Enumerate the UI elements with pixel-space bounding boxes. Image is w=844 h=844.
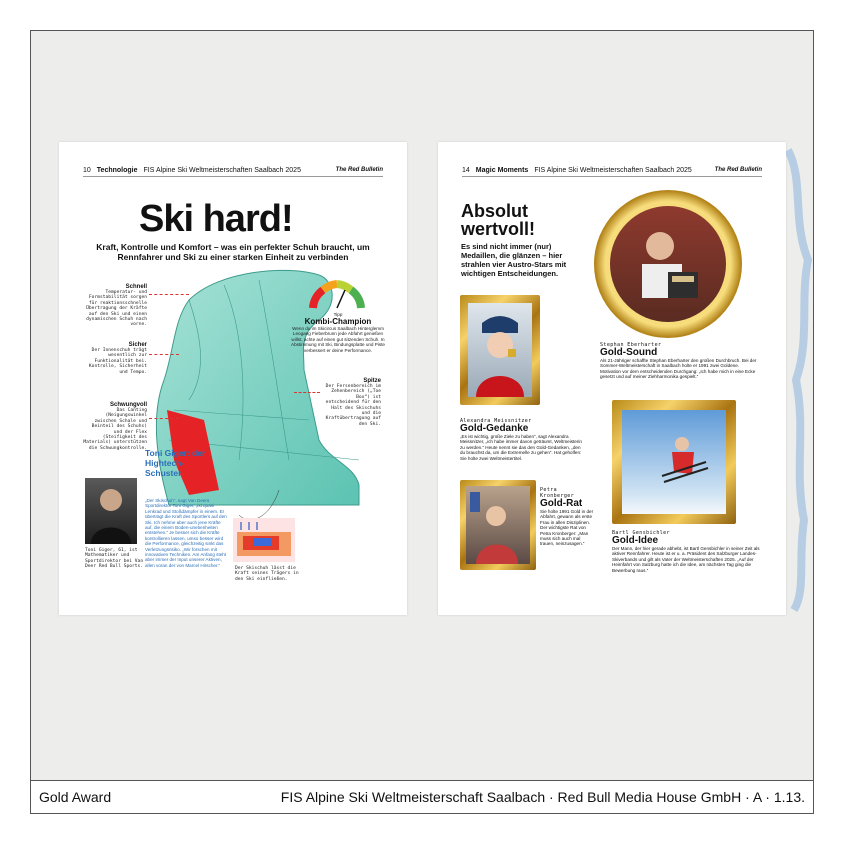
subhead: Es sind nicht immer (nur) Medaillen, die glänzen – hier strahlen vier Austro-Stars mit wichtigen Entscheidungen. [461, 242, 567, 278]
callout-line [294, 392, 320, 393]
insole-heatmap [233, 518, 295, 562]
callout-line [149, 354, 179, 355]
profile-caption: Toni Giger, 61, ist Mathematiker und Sportdirektor bei Van Deer Red Bull Sports. [85, 548, 144, 570]
kronberger-photo [466, 486, 530, 564]
entry-name: Stephan Eberharter [600, 342, 662, 348]
ski-jump-icon [622, 410, 726, 514]
entry-gensbichler [612, 530, 762, 573]
annotation-schnell [83, 284, 147, 328]
eberharter-photo [610, 206, 726, 322]
profile-text: „Der Skischuh“, sagt Van Deers Sportdirektor Toni Giger, „ist quasi Lenkrad und Stoßdämpfer in einem. Er überträgt die Kraft des Sportlers auf den Ski. Ich nehme aber auch jene Kräfte auf, die einem Boden-unebenheiten entstehen.“ Je besser sich die Kräfte kontrollieren lassen, umso besser wird die Performance, gleichzeitig sinkt das Verletzungsrisiko. „Wir forschen mit innovativen Techniken. Am Anfang steht aber immer der Input unserer Aktiven, allen voran der von Marcel Hirscher.“ [145, 498, 227, 568]
entry-name: Petra Kronberger [540, 487, 575, 499]
award-footer [30, 780, 814, 814]
entry-meissnitzer [460, 418, 584, 461]
decorative-brush-strokes [786, 140, 814, 620]
meissnitzer-gold-frame [460, 295, 540, 405]
entry-text: Der Mann, der hier gerade abhebt, ist Bartl Gensbichler in seiner Zeit als aktiver Rennfahrer. Heute ist er u. a. Präsident des Salzburger Landes-Skiverbands und gilt als Vater der Weltmeisterschaften 2025. „Auf der Heimfahrt von Salzburg hatte ich die Idee, am nächsten Tag ging die Bewerbung raus.“ [612, 546, 760, 573]
annotation-title: Schwungvoll [109, 402, 147, 408]
eberharter-gold-frame [594, 190, 742, 338]
annotation-spitze [321, 378, 381, 427]
entry-title: Gold-Idee [612, 535, 659, 546]
award-credit: FIS Alpine Ski Weltmeisterschaft Saalbach · Red Bull Media House GmbH · A · 1.13. [280, 789, 805, 805]
entry-eberharter [600, 342, 760, 380]
page-number: 14 [462, 166, 470, 174]
annotation-title: Sicher [128, 342, 147, 348]
brand-logo: The Red Bulletin [335, 167, 383, 173]
accordion-player-icon [610, 206, 726, 322]
annotation-title: Schnell [125, 284, 147, 290]
event-name: FIS Alpine Ski Weltmeisterschaften Saalbach 2025 [534, 166, 692, 174]
tip-text: Wenn du im Skicircus Saalbach Hinterglemm Leogang Fieberbrunn jede Abfahrt genießen willst, achte auf einen gut sitzenden Schuh. In Abstimmung mit Ski, Bindungsplatte und Piste verbessert er deine Performance. [291, 326, 385, 353]
subhead: Kraft, Kontrolle und Komfort – was ein perfekter Schuh braucht, um Rennfahrer und Ski zu einer starken Einheit zu verbinden [96, 242, 370, 262]
toni-giger-photo [85, 478, 137, 544]
tip-box [291, 312, 385, 353]
annotation-title: Spitze [363, 378, 381, 384]
annotation-text: Das Canting (Neigungswinkel zwischen Schale und Beinteil des Schuhs) und der Flex (Steifigkeit des Materials) unterstützen die Schwungkontrolle. [83, 408, 147, 451]
entry-text: Sie holte 1991 Gold in der Abfahrt, gewann als erste Frau in allen Disziplinen. Der wichtigste Rat von Petra Kronberger: „Man muss sich auch mal trauen, neinzusagen.“ [540, 509, 594, 547]
right-page-header [462, 164, 762, 177]
annotation-sicher [83, 342, 147, 375]
entry-kronberger [540, 487, 594, 547]
entry-title: Gold-Rat [540, 498, 583, 509]
kronberger-gold-frame [460, 480, 536, 570]
tip-label: Tipp [333, 312, 343, 317]
section-label: Technologie [96, 166, 138, 174]
headline: Absolut wertvoll! [461, 201, 536, 239]
annotation-schwungvoll [83, 402, 147, 451]
left-magazine-page [59, 142, 407, 615]
tip-title: Kombi-Champion [304, 317, 372, 326]
annotation-text: Temperatur- und Formstabilität sorgen für reaktionsschnelle Übertragung der Kräfte auf den Ski und einen dynamischen Schuh nach vorne. [86, 290, 147, 328]
entry-text: „Es ist wichtig, große Ziele zu haben“, sagt Alexandra Meissnitzer, „ich habe immer davon geträumt, Weltmeisterin zu werden.“ Heute nennt sie das den Gold-Gedanken, „den du brauchst da, um die Extremelle zu gehen“. Hat geholfen: Sie holte zwei Weltmeistertitel. [460, 434, 582, 461]
entry-title: Gold-Sound [600, 347, 658, 358]
meissnitzer-photo [468, 303, 532, 397]
portrait-icon [85, 478, 137, 544]
gensbichler-photo [622, 410, 726, 514]
gauge-icon [307, 280, 367, 312]
headline: Ski hard! [139, 198, 293, 240]
entry-text: Als 21-Jähriger schaffte Stephan Eberharter den großen Durchbruch. Bei der Sommer-Weltmeisterschaft in Saalbach holte er 1991 zwei Goldene. Motivation vor dem entscheidenden Durchgang: „Ich habe mich in eine Ecke gesetzt und auf meiner Ziehharmonika gespielt.“ [600, 358, 757, 380]
award-label: Gold Award [39, 789, 112, 805]
callout-line [149, 294, 189, 295]
annotation-text: Der Innenschuh trägt wesentlich zur Funktionalität bei. Kontrolle, Sicherheit und Tempo. [88, 348, 147, 375]
profile-title: Toni Giger: der Hightech-Schuster [145, 448, 206, 478]
event-name: FIS Alpine Ski Weltmeisterschaften Saalbach 2025 [143, 166, 301, 174]
brand-logo: The Red Bulletin [714, 167, 762, 173]
right-magazine-page [438, 142, 786, 615]
entry-name: Alexandra Meissnitzer [460, 418, 532, 424]
section-label: Magic Moments [475, 166, 529, 174]
callout-line [149, 418, 179, 419]
annotation-text: Der Fersenbereich im Zehenbereich („Toe Box“) ist entscheidend für den Halt des Skischuhs und die Kraftübertragung auf den Ski. [325, 384, 381, 427]
left-page-header [83, 164, 383, 177]
celebration-icon [466, 486, 530, 564]
insole-caption: Der Skischuh lässt die Kraft seines Trägers in den Ski einfließen. [235, 566, 299, 582]
page-number: 10 [83, 166, 91, 174]
skier-portrait-icon [468, 303, 532, 397]
entry-name: Bartl Gensbichler [612, 530, 670, 536]
gensbichler-gold-frame [612, 400, 736, 524]
entry-title: Gold-Gedanke [460, 423, 529, 434]
